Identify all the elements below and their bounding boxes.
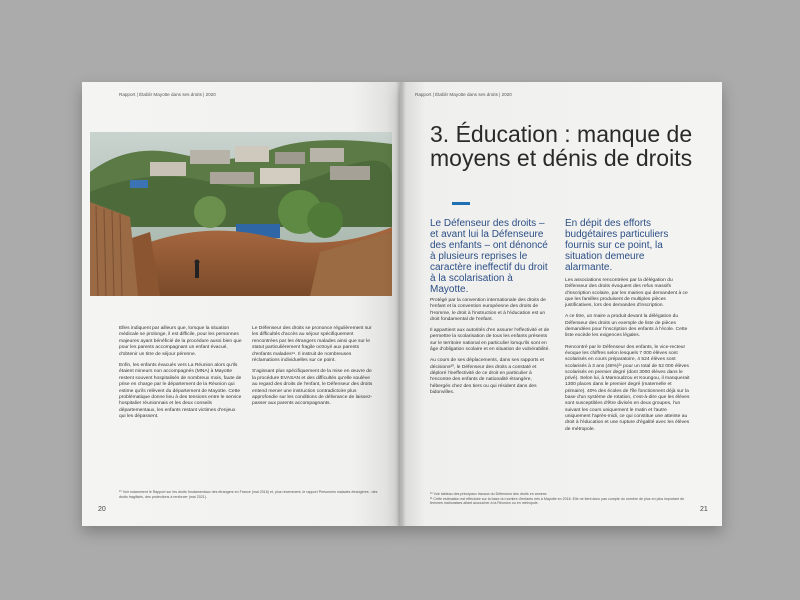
left-page-header: Rapport | Établir Mayotte dans ses droits | 2020 — [119, 92, 216, 97]
page-number-right: 21 — [700, 506, 708, 513]
paragraph: S'agissant plus spécifiquement de la mise en œuvre de la procédure EVASAN et des difficultés qu'elle soulève au regard des droits de l'enfant, le Défenseur des droits entend mener une instruction contradictoire plus approfondie sur les conditions de délivrance de laissez-passer aux parents accompagnants. — [252, 369, 373, 407]
right-page — [400, 82, 722, 526]
intro-left: Le Défenseur des droits – et avant lui la Défenseure des enfants – ont dénoncé à plusieurs reprises le caractère ineffectif du droit à la scolarisation à Mayotte. — [430, 218, 548, 295]
book-gutter — [396, 82, 406, 526]
right-page-header: Rapport | Établir Mayotte dans ses droits | 2020 — [415, 92, 512, 97]
left-footnote: ¹⁹ Voir notamment le Rapport sur les droits fondamentaux des étrangers en France (mai 2016) et, plus récemment, le rapport Personnes malades étrangères : des droits fragilisés, des protections à renforcer (mai 2021). — [119, 490, 378, 499]
page-number-left: 20 — [98, 506, 106, 513]
paragraph: Protégé par la convention internationale des droits de l'enfant et la convention européenne des droits de l'Homme, le droit à l'instruction et à l'éducation est un droit fondamental de l'enfant. — [430, 298, 546, 322]
left-page — [82, 82, 400, 526]
paragraph: Il appartient aux autorités d'en assurer l'effectivité et de permettre la scolarisation de tous les enfants présents sur le territoire national en particulier lorsqu'ils sont en âge d'obligation scolaire et en situation de vulnérabilité. — [430, 328, 550, 353]
right-text-column-1 — [430, 298, 550, 401]
paragraph: Les associations rencontrées par la délégation du Défenseur des droits évoquent des refus massifs d'inscription scolaire, par les mairies qui demandent à ce que les familles produisent de multiples pièces justificatives, lors des demandes d'inscription. — [565, 278, 688, 309]
slum-photo — [90, 132, 392, 296]
paragraph: Enfin, les enfants évacués vers La Réunion alors qu'ils étaient mineurs non accompagnés (MNA) à Mayotte restent souvent hospitalisés de nombreux mois, faute de prise en charge par le département de la Réunion qui estime qu'ils relèvent du département de Mayotte. Cette problématique donne lieu à des tensions entre le service hospitalier réunionnais et les deux conseils départementaux, les enfants restant victimes d'enjeux qui les dépassent. — [119, 363, 242, 420]
magazine-spread — [82, 82, 722, 526]
right-footnotes — [430, 492, 695, 506]
paragraph: A ce titre, un maire a produit devant la délégation du Défenseur des droits un exemple de liste de pièces demandées pour l'inscription des enfants à l'école. Cette liste excède les exigences légales. — [565, 314, 688, 339]
left-text-column-2 — [252, 326, 374, 413]
title-accent-bar — [452, 202, 470, 205]
left-text-column-1 — [119, 326, 242, 426]
paragraph: Au cours de ses déplacements, dans ses rapports et décisions²⁰, le Défenseur des droits a constaté et déploré l'ineffectivité de ce droit en particulier à l'encontre des enfants de nationalité étrangère, hébergés chez des tiers ou qui résident dans des bidonvilles. — [430, 358, 544, 395]
paragraph: Rencontré par le Défenseur des enfants, le vice-recteur évoque les chiffres selon lesquels 7 000 élèves sont scolarisés en cours préparatoire, 4 524 élèves sont scolarisés à 3 ans (48%)²¹ pour un total de 52 000 élèves scolarisés en premier degré (dont 3000 élèves dans le privé). Selon lui, à Mamoudzou et Koungou, il manquerait 1300 places dans le premier degré (maternelle et primaire). 40% des écoles de l'île fonctionnent déjà sur la base d'un système de rotation, c'est-à-dire que les élèves sont susceptibles d'être divisés en deux groupes, l'un suivant les cours uniquement le matin et l'autre uniquement l'après-midi, ce qui constitue une atteinte au droit à l'éducation et une rupture d'égalité avec les élèves de métropole. — [565, 344, 690, 432]
paragraph: Elles indiquent par ailleurs que, lorsque la situation médicale se prolonge, il est difficile, pour les personnes majeures ayant bénéficié de la procédure aussi bien que pour les parents accompagnant un enfant évacué, d'obtenir un titre de séjour pérenne. — [119, 326, 242, 357]
footnote: ²⁰ Voir tableau des principaux travaux du Défenseur des droits en annexe. — [430, 492, 548, 496]
footnote: ²¹ Cette estimation est effectuée sur la base du nombre d'enfants nés à Mayotte en 2016. Elle ne tient donc pas compte du nombre de plus en plus important de femmes mahoraises allant accoucher à la Réunion ou en métropole. — [430, 496, 685, 506]
section-title: 3. Éducation : manque de moyens et dénis de droits — [430, 121, 693, 171]
slum-photo-illustration — [90, 132, 392, 296]
intro-right: En dépit des efforts budgétaires particuliers fournis sur ce point, la situation demeure alarmante. — [565, 218, 669, 273]
right-text-column-2 — [565, 278, 690, 438]
paragraph: Le Défenseur des droits se prononce régulièrement sur les difficultés d'accès au séjour spécifiquement rencontrées par les étrangers malades ainsi que sur le statut particulièrement fragile octroyé aux parents d'enfants malades¹⁹. Il instruit de nombreuses réclamations individuelles sur ce point. — [252, 326, 372, 364]
